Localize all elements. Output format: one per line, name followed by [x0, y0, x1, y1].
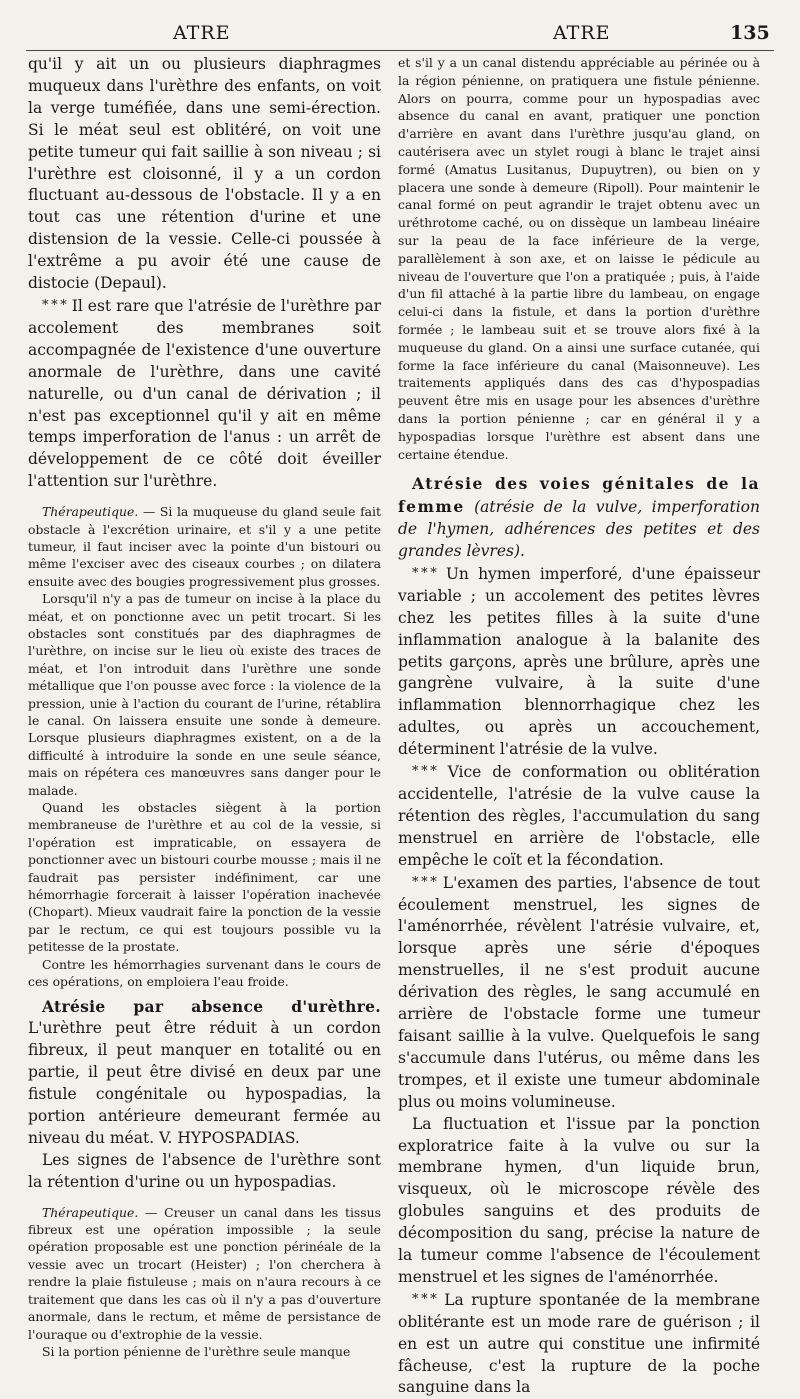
paragraph-text: — Creuser un canal dans les tissus fibreux est une opération impossible ; la seule opération proposable est une ponction périnéale de la vessie avec un trocart (Heister) ; l'on cherchera à rendre la plaie fistuleuse ; mais on n'aura recours à ce traitement que dans les cas où il n'y a pas d'ouverture anormale, dans le rectum, et même de persistance de l'ouraque ou d'extrophie de la vessie. [28, 1204, 381, 1342]
asterism: * * * [412, 565, 437, 581]
paragraph: La fluctuation et l'issue par la ponction exploratrice faite à la vulve ou sur la membrane hymen, d'un liquide brun, visqueux, où le microscope révèle des globules sanguins et des produits de décomposition du sang, précise la nature de la tumeur comme l'absence de l'écoulement menstruel et les signes de l'aménorrhée. [398, 1114, 760, 1286]
paragraph: Quand les obstacles siègent à la portion membraneuse de l'urèthre et au col de la vessie, si l'opération est impraticable, on essayera de ponctionner avec un bistouri courbe mousse ; mais il ne faudrait pas persister indéfiniment, car une hémorrhagie forcerait à laisser l'opération inachevée (Chopart). Mieux vaudrait faire la ponction de la vessie par le rectum, ce qui est toujours possible vu la petitesse de la prostate. [28, 800, 381, 955]
page-number: 135 [730, 22, 770, 44]
paragraph-text: Il est rare que l'atrésie de l'urèthre par accolement des membranes soit accompagnée de l'existence d'une ouverture anormale de l'urèthre, dans une cavité naturelle, ou d'un canal de dérivation ; il n'est pas exceptionnel qu'il y ait en même temps imperforation de l'anus : un arrêt de développement de ce côté doit éveiller l'attention sur l'urèthre. [28, 296, 381, 491]
paragraph-text: L'examen des parties, l'absence de tout écoulement menstruel, les signes de l'aménorrhée, révèlent l'atrésie vulvaire, et, lorsque après une série d'époques menstruelles, il ne s'est produit aucune dérivation des règles, le sang accumulé en arrière de l'obstacle forme une tumeur faisant saillie à la vulve. Quelquefois le sang s'accumule dans l'utérus, ou même dans les trompes, et il existe une tumeur abdominale plus ou moins volumineuse. [398, 873, 760, 1111]
header-right-title: ATRE [553, 22, 611, 44]
paragraph: qu'il y ait un ou plusieurs diaphragmes muqueux dans l'urèthre des enfants, on voit la verge tuméfiée, dans une semi-érection. Si le méat seul est oblitéré, on voit une petite tumeur qui fait saillie à son niveau ; si l'urèthre est cloisonné, il y a un cordon fluctuant au-dessous de l'obstacle. Il y a en tout cas une rétention d'urine et une distension de la vessie. Celle-ci poussée à l'extrême a pu avoir été une cause de distocie (Depaul). [28, 55, 381, 293]
paragraph: Les signes de l'absence de l'urèthre sont la rétention d'urine ou un hypospadias. [28, 1150, 381, 1191]
paragraph-text: Vice de conformation ou oblitération accidentelle, l'atrésie de la vulve cause la rétention des règles, l'accumulation du sang menstruel en arrière de l'obstacle, elle empêche le coït et la fécondation. [398, 763, 760, 869]
asterism: * * * [412, 764, 437, 780]
paragraph [28, 1204, 381, 1343]
section-heading: Atrésie des voies génitales de la femme [398, 474, 760, 517]
paragraph [398, 1289, 760, 1399]
paragraph [398, 872, 760, 1114]
paragraph-text: La rupture spontanée de la membrane oblitérante est un mode rare de guérison ; il en est un autre qui constitue une infirmité fâcheuse, c'est la rupture de la poche sanguine dans la [398, 1290, 760, 1397]
asterism: * * * [412, 874, 437, 890]
asterism: * * * [412, 1291, 437, 1307]
header-rule [26, 50, 774, 51]
cross-reference: HYPOSPADIAS. [177, 1128, 300, 1147]
paragraph-text: Un hymen imperforé, d'une épaisseur variable ; un accolement des petites lèvres chez les petites filles à la suite d'une inflammation analogue à la balanite des petits garçons, après une brûlure, après une gangrène vulvaire, à la suite d'une inflammation blennorrhagique chez les adultes, ou après un accouchement, déterminent l'atrésie de la vulve. [398, 564, 760, 759]
paragraph [28, 295, 381, 493]
paragraph: Si la portion pénienne de l'urèthre seule manque [42, 1343, 351, 1359]
running-header [0, 22, 800, 46]
right-column [398, 54, 760, 1397]
asterism: * * * [42, 297, 67, 313]
paragraph [28, 996, 381, 1150]
paragraph: Contre les hémorrhagies survenant dans le cours de ces opérations, on emploiera l'eau froide. [28, 956, 381, 990]
paragraph-text: — Si la muqueuse du gland seule fait obstacle à l'excrétion urinaire, et s'il y a une petite tumeur, il faut inciser avec la pointe d'un bistouri ou même l'exciser avec des ciseaux courbes ; on dilatera ensuite avec des bougies progressivement plus grosses. [28, 504, 381, 589]
paragraph [398, 473, 760, 563]
paragraph [28, 503, 381, 590]
paragraph: et s'il y a un canal distendu appréciable au périnée ou à la région pénienne, on pratiquera une fistule pénienne. Alors on pourra, comme pour un hypospadias avec absence du canal en avant, pratiquer une ponction d'arrière en avant dans l'urèthre jusqu'au gland, on cautérisera avec un stylet rougi à blanc le trajet ainsi formé (Amatus Lusitanus, Dupuytren), ou bien on y placera une sonde à demeure (Ripoll). Pour maintenir le canal formé on peut agrandir le trajet obtenu avec un uréthrotome caché, ou on dissèque un lambeau linéaire sur la peau de la face inférieure de la verge, parallèlement à son axe, et on laisse le pédicule au niveau de l'ouverture que l'on a pratiquée ; puis, à l'aide d'un fil attaché à la partie libre du lambeau, on engage celui-ci dans la fistule, et dans la portion d'urèthre formée ; le lambeau suit et se trouve alors fixé à la muqueuse du gland. On a ainsi une surface cutanée, qui forme la face inférieure du canal (Maisonneuve). Les traitements appliqués dans des cas d'hypospadias peuvent être mis en usage pour les absences d'urèthre dans la portion pénienne ; car en général il y a hypospadias lorsque l'urèthre est absent dans une certaine étendue. [398, 55, 760, 462]
section-heading: Atrésie par absence d'urèthre. [42, 996, 381, 1016]
paragraph: Lorsqu'il n'y a pas de tumeur on incise à la place du méat, et on ponctionne avec un petit trocart. Si les obstacles sont constitués par des diaphragmes de l'urèthre, on incise sur le lieu où existe des traces de méat, et l'on introduit dans l'urèthre une sonde métallique que l'on pousse avec force : la violence de la pression, unie à l'action du courant de l'urine, rétablira le canal. On laissera ensuite une sonde à demeure. Lorsque plusieurs diaphragmes existent, on a de la difficulté à introduire la sonde en une seule séance, mais on répétera ces manœuvres sans danger pour le malade. [28, 591, 381, 798]
section-subheading: (atrésie de la vulve, imperforation de l'hymen, adhérences des petites et des grandes lèvres). [398, 498, 760, 561]
paragraph [398, 563, 760, 761]
paragraph [398, 761, 760, 872]
paragraph-text: L'urèthre peut être réduit à un cordon fibreux, il peut manquer en totalité ou en partie, il peut être divisé en deux par une fistule congénitale ou hypospadias, la portion antérieure demeurant fermée au niveau du méat. V. [28, 1019, 381, 1147]
section-label: Thérapeutique. [42, 1204, 139, 1220]
header-left-title: ATRE [173, 22, 231, 44]
left-column [28, 54, 381, 1359]
section-label: Thérapeutique. [42, 504, 139, 520]
